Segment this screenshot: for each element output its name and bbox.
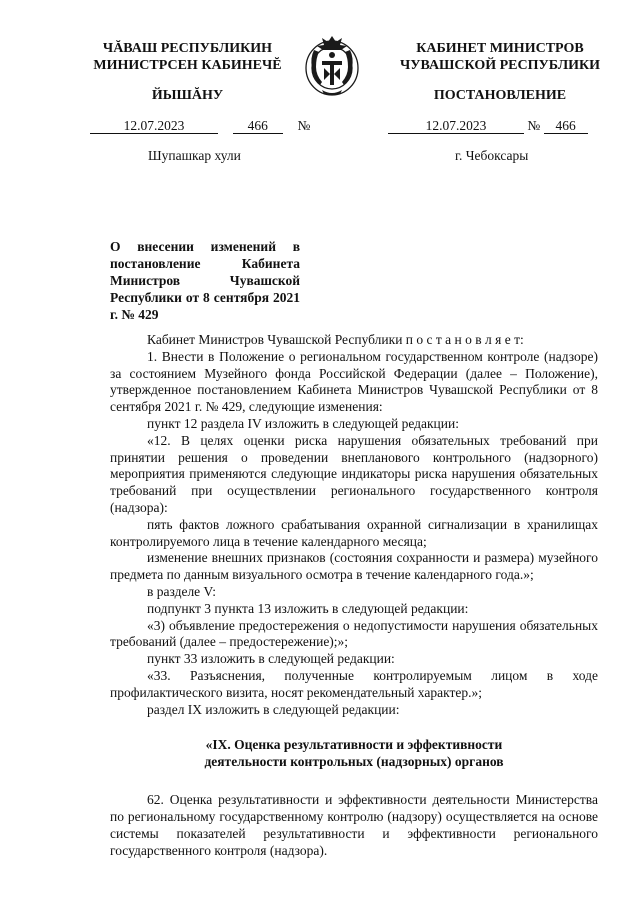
paragraph: «12. В целях оценки риска нарушения обязательных требований при принятии решения о проведении внепланового контрольного (надзорного) мероприятия применяются следующие индикаторы риска нарушения обязательных требований при осуществлении регионального государственного контроля (надзора): [110, 432, 598, 515]
header-left-line1: ЧĂВАШ РЕСПУБЛИКИН [102, 41, 273, 56]
dateline-right [388, 118, 588, 134]
paragraph: «33. Разъяснения, полученные контролируемым лицом в ходе профилактического визита, носят рекомендательный характер.»; [110, 667, 598, 700]
header-right-line1: КАБИНЕТ МИНИСТРОВ [416, 41, 584, 56]
section-title-line1: «IX. Оценка результативности и эффективности [205, 737, 503, 753]
place-right: г. Чебоксары [455, 148, 529, 163]
header-left-line2: МИНИСТРСЕН КАБИНЕЧĔ [93, 58, 282, 73]
coat-of-arms-icon [300, 28, 364, 98]
number-sign-left: № [297, 118, 311, 133]
paragraph: в разделе V: [147, 583, 217, 599]
place-left: Шупашкар хули [148, 148, 241, 163]
header-right-line2: ЧУВАШСКОЙ РЕСПУБЛИКИ [399, 58, 601, 73]
paragraph: 62. Оценка результативности и эффективности деятельности Министерства по региональному государственному контролю (надзору) осуществляется на основе системы показателей результативности и эффективности регионального государственного контроля (надзора). [110, 792, 598, 858]
header-right-org [380, 40, 620, 74]
date-left: 12.07.2023 [90, 118, 218, 134]
doc-type-right: ПОСТАНОВЛЕНИЕ [433, 88, 567, 103]
paragraph: пункт 12 раздела IV изложить в следующей редакции: [147, 415, 459, 431]
dateline-left [90, 118, 310, 134]
header-left-org [80, 40, 295, 74]
document-body [110, 332, 598, 860]
paragraph: пункт 33 изложить в следующей редакции: [147, 651, 395, 667]
number-right: 466 [544, 118, 588, 134]
paragraph: изменение внешних признаков (состояния сохранности и размера) музейного предмета по данным визуального осмотра в течение календарного года.»; [110, 550, 598, 583]
paragraph: раздел IX изложить в следующей редакции: [147, 701, 400, 717]
paragraph: «3) объявление предостережения о недопустимости нарушения обязательных требований (далее – предостережение);»; [110, 617, 598, 650]
number-left: 466 [233, 118, 283, 134]
doc-type-left: ЙЫШĂНУ [151, 88, 224, 103]
section-title [110, 736, 598, 770]
paragraph: Кабинет Министров Чувашской Республики п о с т а н о в л я е т: [147, 332, 524, 347]
paragraph: пять фактов ложного срабатывания охранной сигнализации в хранилищах контролируемого лица в течение календарного месяца; [110, 516, 598, 549]
paragraph: 1. Внести в Положение о региональном государственном контроле (надзоре) за состоянием Музейного фонда Российской Федерации (далее – Положение), утвержденное постановлением Кабинета Министров Чувашской Республики от 8 сентября 2021 г. № 429, следующие изменения: [110, 348, 598, 415]
document-subject: О внесении изменений в постановление Кабинета Министров Чувашской Республики от 8 сентября 2021 г. № 429 [110, 239, 300, 322]
paragraph: подпункт 3 пункта 13 изложить в следующей редакции: [147, 600, 469, 616]
date-right: 12.07.2023 [388, 118, 524, 134]
number-sign-right: № [527, 118, 541, 133]
section-title-line2: деятельности контрольных (надзорных) органов [204, 754, 504, 770]
